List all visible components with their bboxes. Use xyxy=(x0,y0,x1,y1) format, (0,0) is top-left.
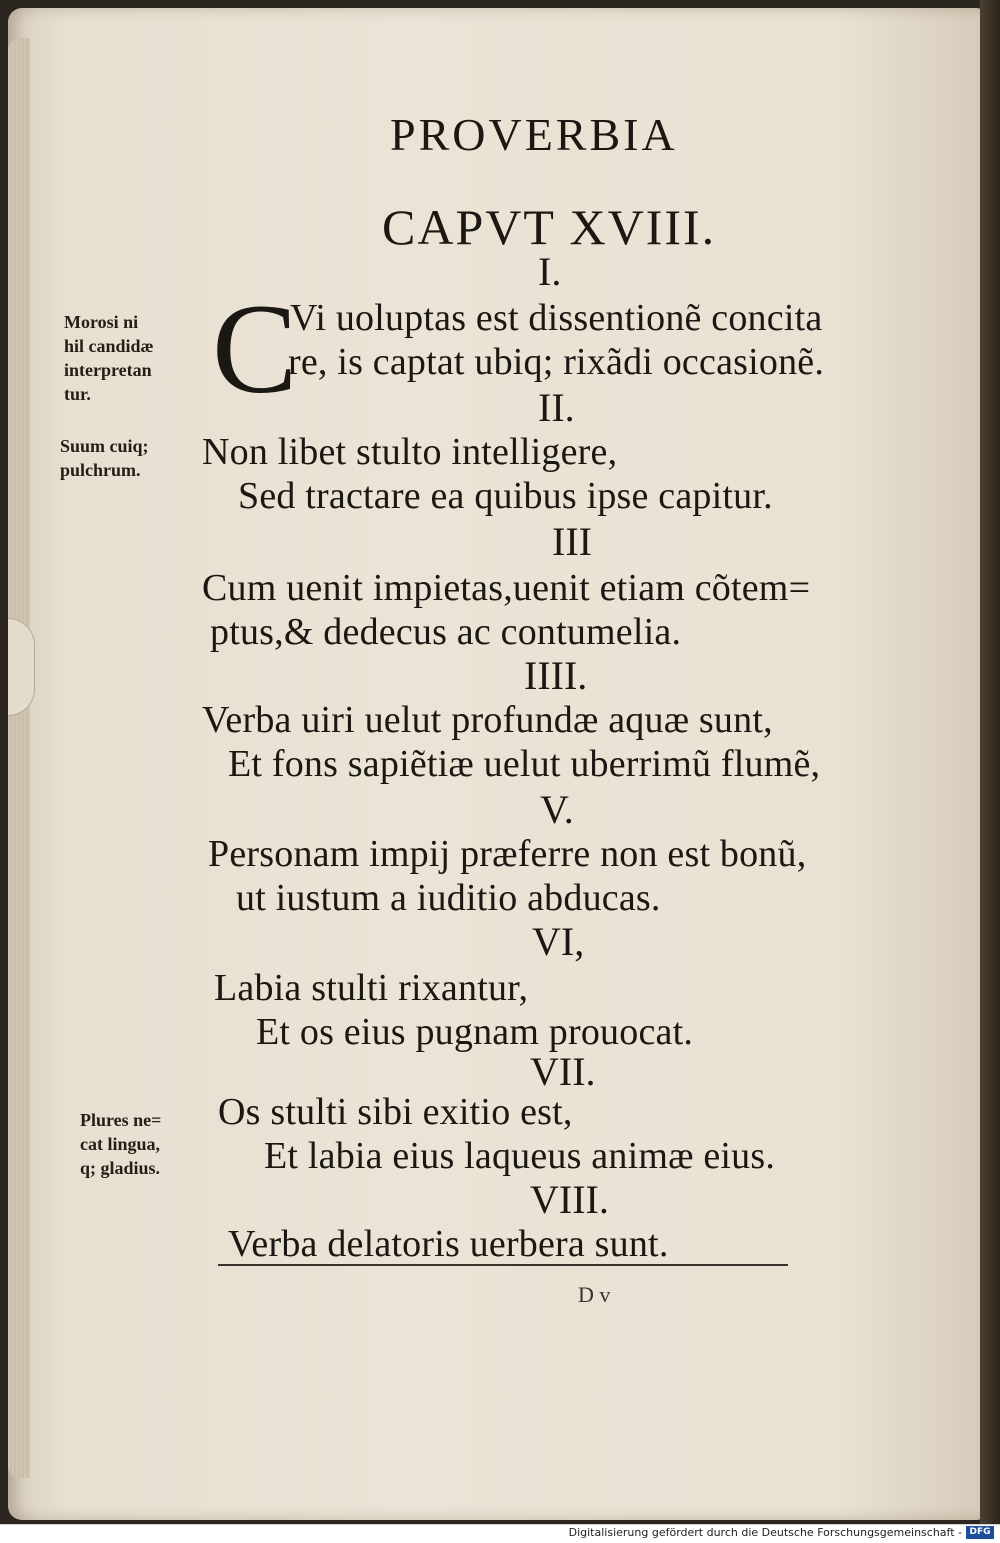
chapter-title: CAPVT XVIII. xyxy=(382,199,717,255)
verse-number: II. xyxy=(538,385,575,430)
bottom-rule xyxy=(218,1264,788,1266)
verse-line: re, is captat ubiq; rixãdi occasionẽ. xyxy=(288,341,825,383)
marginal-line: hil candidæ xyxy=(64,336,154,356)
marginal-line: pulchrum. xyxy=(60,460,141,480)
running-title: PROVERBIA xyxy=(390,109,678,160)
verse-line: Et os eius pugnam prouocat. xyxy=(256,1011,694,1053)
marginal-note xyxy=(64,310,154,406)
verse-line: Vi uoluptas est dissentionẽ concita xyxy=(290,297,823,339)
verse-line: Non libet stulto intelligere, xyxy=(202,431,618,473)
verse-line: ptus,& dedecus ac contumelia. xyxy=(210,611,682,653)
marginal-note xyxy=(80,1108,161,1180)
drop-initial: C xyxy=(212,278,298,420)
verse-line: ut iustum a iuditio abducas. xyxy=(236,877,661,919)
marginal-line: interpretan xyxy=(64,360,152,380)
verse-line: Et labia eius laqueus animæ eius. xyxy=(264,1135,776,1177)
footer-credit: Digitalisierung gefördert durch die Deutsche Forschungsgemeinschaft - xyxy=(568,1526,962,1539)
verse-line: Sed tractare ea quibus ipse capitur. xyxy=(238,475,773,517)
verse-line: Personam impij præferre non est bonũ, xyxy=(208,833,807,875)
marginal-line: Morosi ni xyxy=(64,312,139,332)
verse-line: Verba uiri uelut profundæ aquæ sunt, xyxy=(202,699,773,741)
verse-number: VIII. xyxy=(530,1177,609,1222)
marginal-line: tur. xyxy=(64,384,91,404)
marginal-line: cat lingua, xyxy=(80,1134,161,1154)
dfg-logo: DFG xyxy=(966,1526,994,1539)
marginal-note xyxy=(60,434,149,482)
verse-line: Labia stulti rixantur, xyxy=(214,967,529,1009)
marginal-line: q; gladius. xyxy=(80,1158,161,1178)
verse-number: VII. xyxy=(530,1049,596,1094)
verse-number: VI, xyxy=(532,919,585,964)
marginal-line: Plures ne= xyxy=(80,1110,162,1130)
marginal-line: Suum cuiq; xyxy=(60,436,149,456)
verse-number: IIII. xyxy=(524,653,588,698)
verse-number: III xyxy=(552,519,592,564)
verse-line: Os stulti sibi exitio est, xyxy=(218,1091,573,1133)
verse-number: I. xyxy=(538,249,562,294)
verse-number: V. xyxy=(540,787,574,832)
verse-line: Cum uenit impietas,uenit etiam cõtem= xyxy=(202,567,811,609)
verse-line: Et fons sapiẽtiæ uelut uberrimũ flumẽ, xyxy=(228,743,821,785)
signature-mark: D v xyxy=(578,1282,611,1307)
verse-line: Verba delatoris uerbera sunt. xyxy=(228,1223,669,1265)
